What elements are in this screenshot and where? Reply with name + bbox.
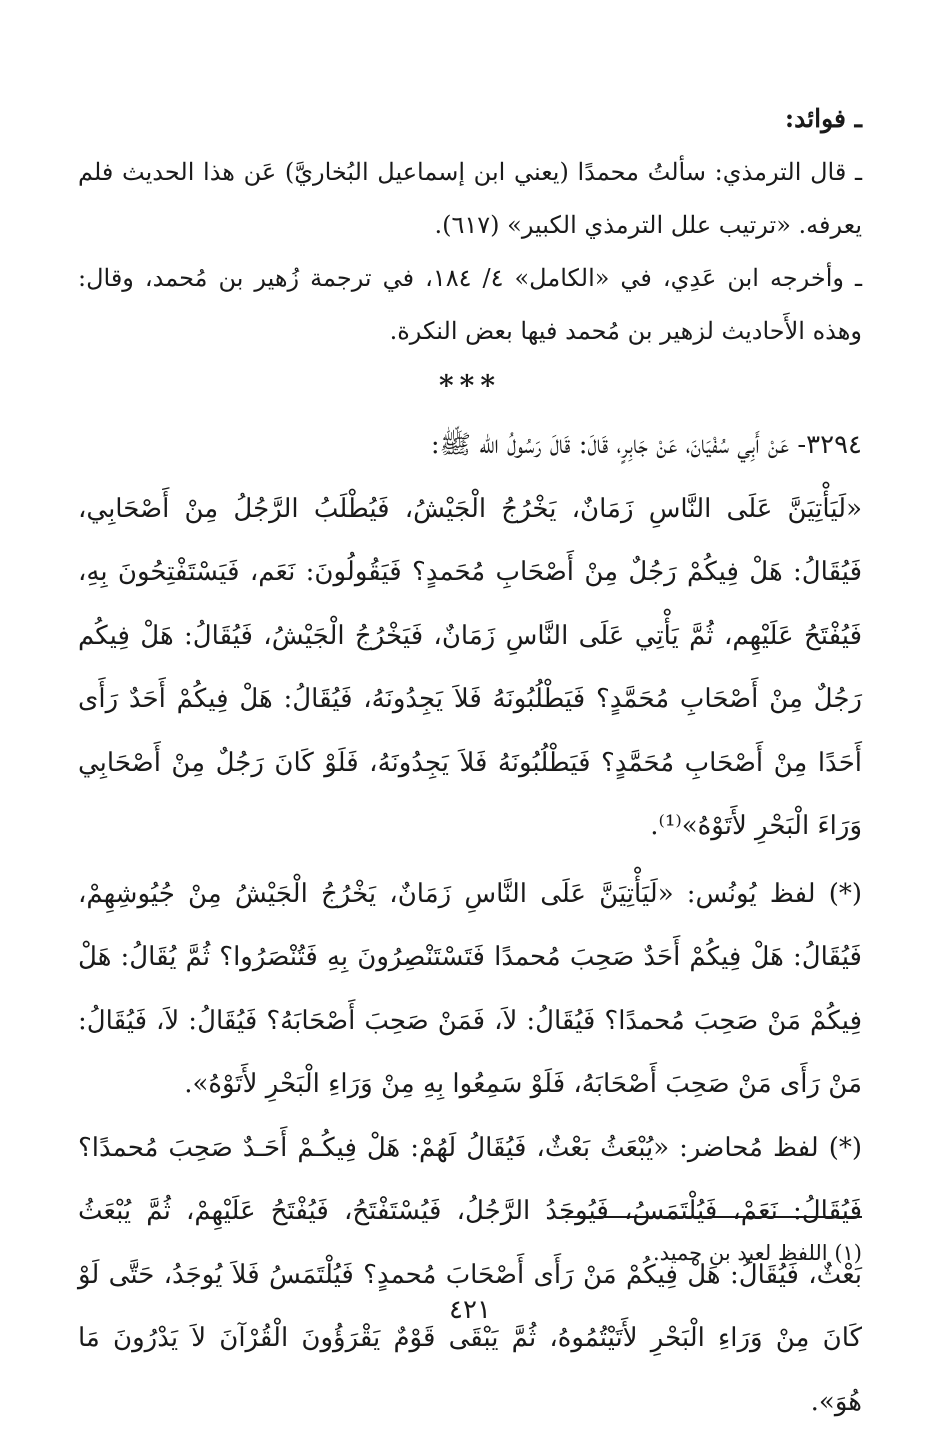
footnote: (١) اللفظ لعبد بن حميد. [653, 1238, 862, 1268]
section-separator: *** [78, 358, 862, 414]
footnote-divider [562, 1216, 862, 1218]
hadith-variant-yunus: (*) لفظ يُونُس: «لَيَأْتِيَنَّ عَلَى النَّاسِ زَمَانٌ، يَخْرُجُ الْجَيْشُ مِنْ جُيُوشِهِمْ، فَيُقَالُ: هَلْ فِيكُمْ أَحَدٌ صَحِبَ مُحمدًا فَتَسْتَنْصِرُونَ بِهِ فَتُنْصَرُوا؟ ثُمَّ يُقَالُ: هَلْ فِيكُمْ مَنْ صَحِبَ مُحمدًا؟ فَيُقَالُ: لاَ، فَمَنْ صَحِبَ أَصْحَابَهُ؟ فَيُقَالُ: لاَ، فَيُقَالُ: مَنْ رَأَى مَنْ صَحِبَ أَصْحَابَهُ، فَلَوْ سَمِعُوا بِهِ مِنْ وَرَاءِ الْبَحْرِ لأَتَوْهُ». [78, 863, 862, 1117]
hadith-variant-muhadir: (*) لفظ مُحاضر: «يُبْعَثُ بَعْثٌ، فَيُقَالُ لَهُمْ: هَلْ فِيكُـمْ أَحَـدٌ صَحِبَ مُحمدًا؟ فَيُقَالُ: نَعَمْ، فَيُلْتَمَسُ، فَيُوجَدُ الرَّجُلُ، فَيُسْتَفْتَحُ، فَيُفْتَحُ عَلَيْهِمْ، ثُمَّ يُبْعَثُ بَعْثٌ، فَيُقَالُ: هَلْ فِيكُمْ مَنْ رَأَى أَصْحَابَ مُحمدٍ؟ فَيُلْتَمَسُ فَلاَ يُوجَدُ، حَتَّى لَوْ كَانَ مِنْ وَرَاءِ الْبَحْرِ لأَتَيْتُمُوهُ، ثُمَّ يَبْقَى قَوْمٌ يَقْرَؤُونَ الْقُرْآنَ لاَ يَدْرُونَ مَا هُوَ». [78, 1117, 862, 1434]
hadith-text: «لَيَأْتِيَنَّ عَلَى النَّاسِ زَمَانٌ، يَخْرُجُ الْجَيْشُ، فَيُطْلَبُ الرَّجُلُ مِنْ أَصْحَابِي، فَيُقَالُ: هَلْ فِيكُمْ رَجُلٌ مِنْ أَصْحَابِ مُحَمدٍ؟ فَيَقُولُونَ: نَعَم، فَيَسْتَفْتِحُونَ بِهِ، فَيُفْتَحُ عَلَيْهِم، ثُمَّ يَأْتِي عَلَى النَّاسِ زَمَانٌ، فَيَخْرُجُ الْجَيْشُ، فَيُقَالُ: هَلْ فِيكُم رَجُلٌ مِنْ أَصْحَابِ مُحَمَّدٍ؟ فَيَطْلُبُونَهُ فَلاَ يَجِدُونَهُ، فَيُقَالُ: هَلْ فِيكُمْ أَحَدٌ رَأَى أَحَدًا مِنْ أَصْحَابِ مُحَمَّدٍ؟ فَيَطْلُبُونَهُ فَلاَ يَجِدُونَهُ، فَلَوْ كَانَ رَجُلٌ مِنْ أَصْحَابِي وَرَاءَ الْبَحْرِ لأَتَوْهُ»⁽¹⁾. [78, 478, 862, 859]
note-ibn-adi: ـ وأخرجه ابن عَدِي، في «الكامل» ٤/ ١٨٤، في ترجمة زُهير بن مُحمد، وقال: وهذه الأَحاديث لزهير بن مُحمد فيها بعض النكرة. [78, 252, 862, 358]
hadith-intro: ٣٢٩٤- عَنْ أَبِي سُفْيَانَ، عَنْ جَابِرٍ، قَالَ: قَالَ رَسُولُ الله ﷺ: [78, 414, 862, 478]
page-body [78, 92, 862, 1434]
page-number: ٤٢١ [0, 1290, 940, 1330]
note-tirmidhi: ـ قال الترمذي: سألتُ محمدًا (يعني ابن إسماعيل البُخاريَّ) عَن هذا الحديث فلم يعرفه. «ترتيب علل الترمذي الكبير» (٦١٧). [78, 146, 862, 252]
benefits-heading: ـ فوائد: [78, 92, 862, 146]
